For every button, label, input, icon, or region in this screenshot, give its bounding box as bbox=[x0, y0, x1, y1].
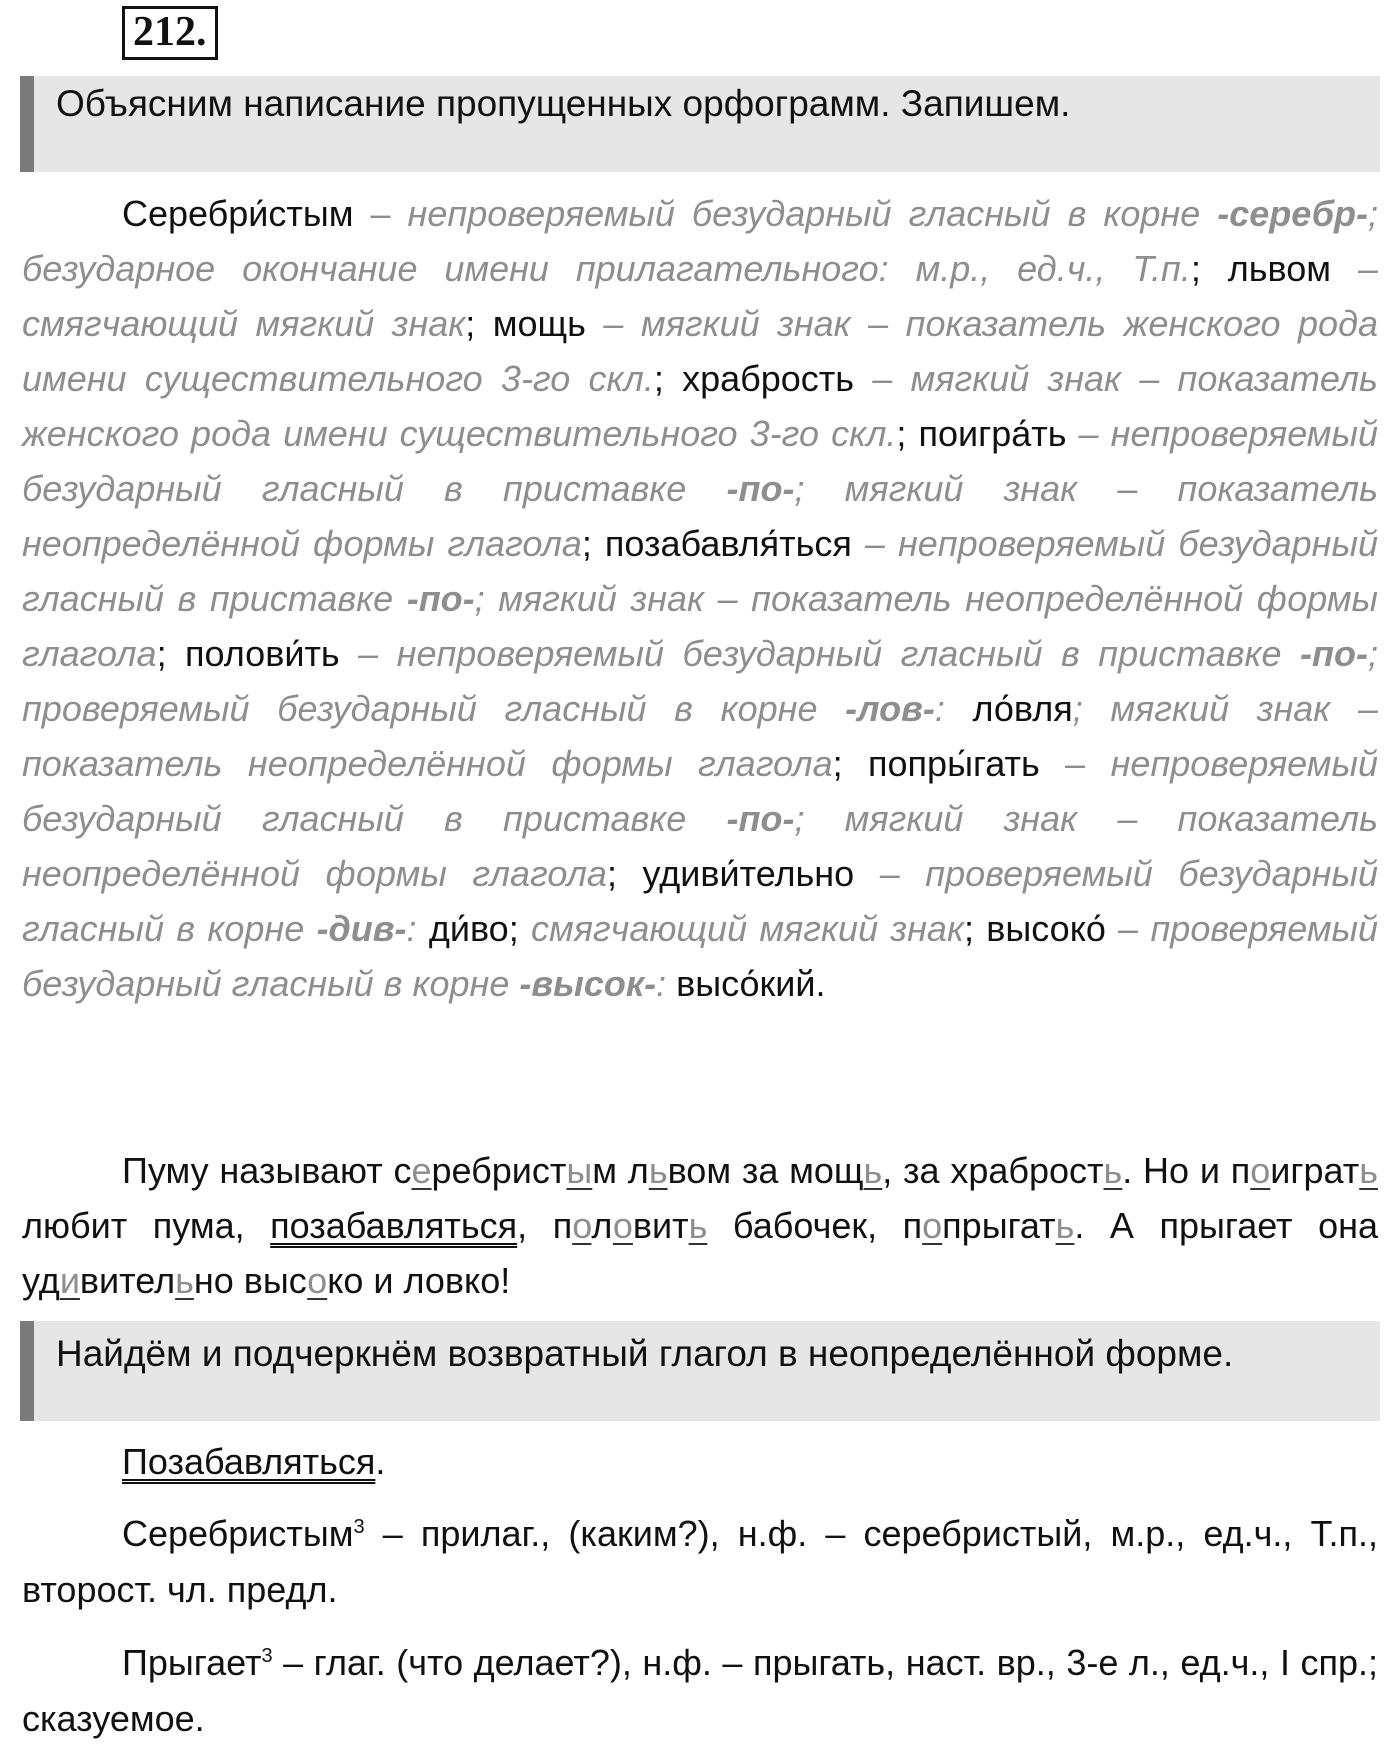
orthogram-letter: о bbox=[612, 1205, 633, 1246]
parsed-word: Серебристым bbox=[122, 1513, 354, 1554]
orthogram-letter: ь bbox=[1359, 1150, 1378, 1191]
comment: смягчающий мягкий знак bbox=[531, 908, 964, 949]
word: храбрость bbox=[682, 358, 855, 399]
comment: – непроверяемый безударный гласный в приставке -по-; мягкий знак – показатель неопределённой формы глагола bbox=[22, 523, 1379, 674]
orthogram-letter: ь bbox=[863, 1150, 883, 1191]
word: мощь bbox=[492, 303, 586, 344]
word: высоко́ bbox=[986, 908, 1106, 949]
parse-adjective bbox=[22, 1506, 1378, 1618]
exercise-number: 212. bbox=[122, 6, 218, 60]
parse-mark: 3 bbox=[261, 1645, 273, 1667]
orthogram-letter: о bbox=[1250, 1150, 1271, 1191]
parsed-word: Прыгает bbox=[122, 1642, 262, 1683]
comment: – мягкий знак – показатель женского рода имени существительного 3-го скл. bbox=[22, 358, 1378, 454]
parse-text: – прилаг., (каким?), н.ф. – серебристый, м.р., ед.ч., Т.п., второст. чл. предл. bbox=[22, 1513, 1378, 1610]
task-box-find bbox=[20, 1321, 1380, 1421]
comment: – проверяемый безударный гласный в корне -высок-: bbox=[22, 908, 1379, 1004]
word: высо́кий bbox=[676, 963, 816, 1004]
answer-word: Позабавляться. bbox=[122, 1441, 386, 1482]
word: ди́во bbox=[428, 908, 509, 949]
orthogram-letter: о bbox=[572, 1205, 592, 1246]
comment: – мягкий знак – показатель женского рода имени существительного 3-го скл. bbox=[22, 303, 1378, 399]
text-paragraph: Пуму называют серебристым львом за мощь, за храбрость. Но и поиграть любит пума, позабавляться, половить бабочек, попрыгать. А прыгает она удивительно высоко и ловко! bbox=[22, 1150, 1378, 1301]
orthogram-letter: ь bbox=[688, 1205, 708, 1246]
orthogram-letter: ь bbox=[1103, 1150, 1123, 1191]
orthogram-letter: о bbox=[307, 1260, 328, 1301]
reflexive-verb: Позабавляться bbox=[122, 1441, 376, 1482]
orthogram-letter: ы bbox=[566, 1150, 593, 1191]
comment: – непроверяемый безударный гласный в приставке -по-; проверяемый безударный гласный в корне -лов-: bbox=[22, 633, 1378, 729]
word: удиви́тельно bbox=[642, 853, 855, 894]
word: поигра́ть bbox=[918, 413, 1067, 454]
orthogram-letter: о bbox=[922, 1205, 943, 1246]
word: Серебри́стым bbox=[122, 193, 354, 234]
task-text: Найдём и подчеркнём возвратный глагол в неопределённой форме. bbox=[56, 1333, 1234, 1374]
comment: – непроверяемый безударный гласный в корне -серебр-; безударное окончание имени прилагательного: м.р., ед.ч., Т.п. bbox=[22, 193, 1378, 289]
comment: – непроверяемый безударный гласный в приставке -по-; мягкий знак – показатель неопределённой формы глагола bbox=[22, 413, 1378, 564]
explanation-paragraph: Серебри́стым – непроверяемый безударный гласный в корне -серебр-; безударное окончание имени прилагательного: м.р., ед.ч., Т.п.; львом – смягчающий мягкий знак; мощь – мягкий знак – показатель женского рода имени существительного 3-го скл.; храбрость – мягкий знак – показатель женского рода имени существительного 3-го скл.; поигра́ть – непроверяемый безударный гласный в приставке -по-; мягкий знак – показатель неопределённой формы глагола; позабавля́ться – непроверяемый безударный гласный в приставке -по-; мягкий знак – показатель неопределённой формы глагола; полови́ть – непроверяемый безударный гласный в приставке -по-; проверяемый безударный гласный в корне -лов-: ло́вля; мягкий знак – показатель неопределённой формы глагола; попры́гать – непроверяемый безударный гласный в приставке -по-; мягкий знак – показатель неопределённой формы глагола; удиви́тельно – проверяемый безударный гласный в корне -див-: ди́во; смягчающий мягкий знак; высоко́ – проверяемый безударный гласный в корне -высок-: высо́кий. bbox=[22, 193, 1379, 1004]
parse-verb bbox=[22, 1635, 1378, 1747]
comment: ; мягкий знак – показатель неопределённой формы глагола bbox=[22, 688, 1378, 784]
word: львом bbox=[1227, 248, 1332, 289]
task-text: Объясним написание пропущенных орфограмм. Запишем. bbox=[56, 83, 1071, 124]
orthogram-letter: ь bbox=[648, 1150, 668, 1191]
orthogram-letter: и bbox=[59, 1260, 80, 1301]
comment: – проверяемый безударный гласный в корне -див-: bbox=[22, 853, 1378, 949]
parse-mark: 3 bbox=[353, 1516, 365, 1538]
word: полови́ть bbox=[185, 633, 340, 674]
word: ло́вля bbox=[972, 688, 1073, 729]
reflexive-verb: позабавляться bbox=[270, 1205, 518, 1246]
orthogram-letter: ь bbox=[175, 1260, 194, 1301]
orthogram-letter: е bbox=[411, 1150, 432, 1191]
word: позабавля́ться bbox=[604, 523, 852, 564]
comment: – непроверяемый безударный гласный в приставке -по-; мягкий знак – показатель неопределённой формы глагола bbox=[22, 743, 1378, 894]
task-box-explain bbox=[20, 76, 1380, 172]
orthogram-letter: ь bbox=[1055, 1205, 1075, 1246]
word: попры́гать bbox=[868, 743, 1040, 784]
comment: – смягчающий мягкий знак bbox=[22, 248, 1378, 344]
parse-text: – глаг. (что делает?), н.ф. – прыгать, наст. вр., 3-е л., ед.ч., I спр.; сказуемое. bbox=[22, 1642, 1378, 1739]
